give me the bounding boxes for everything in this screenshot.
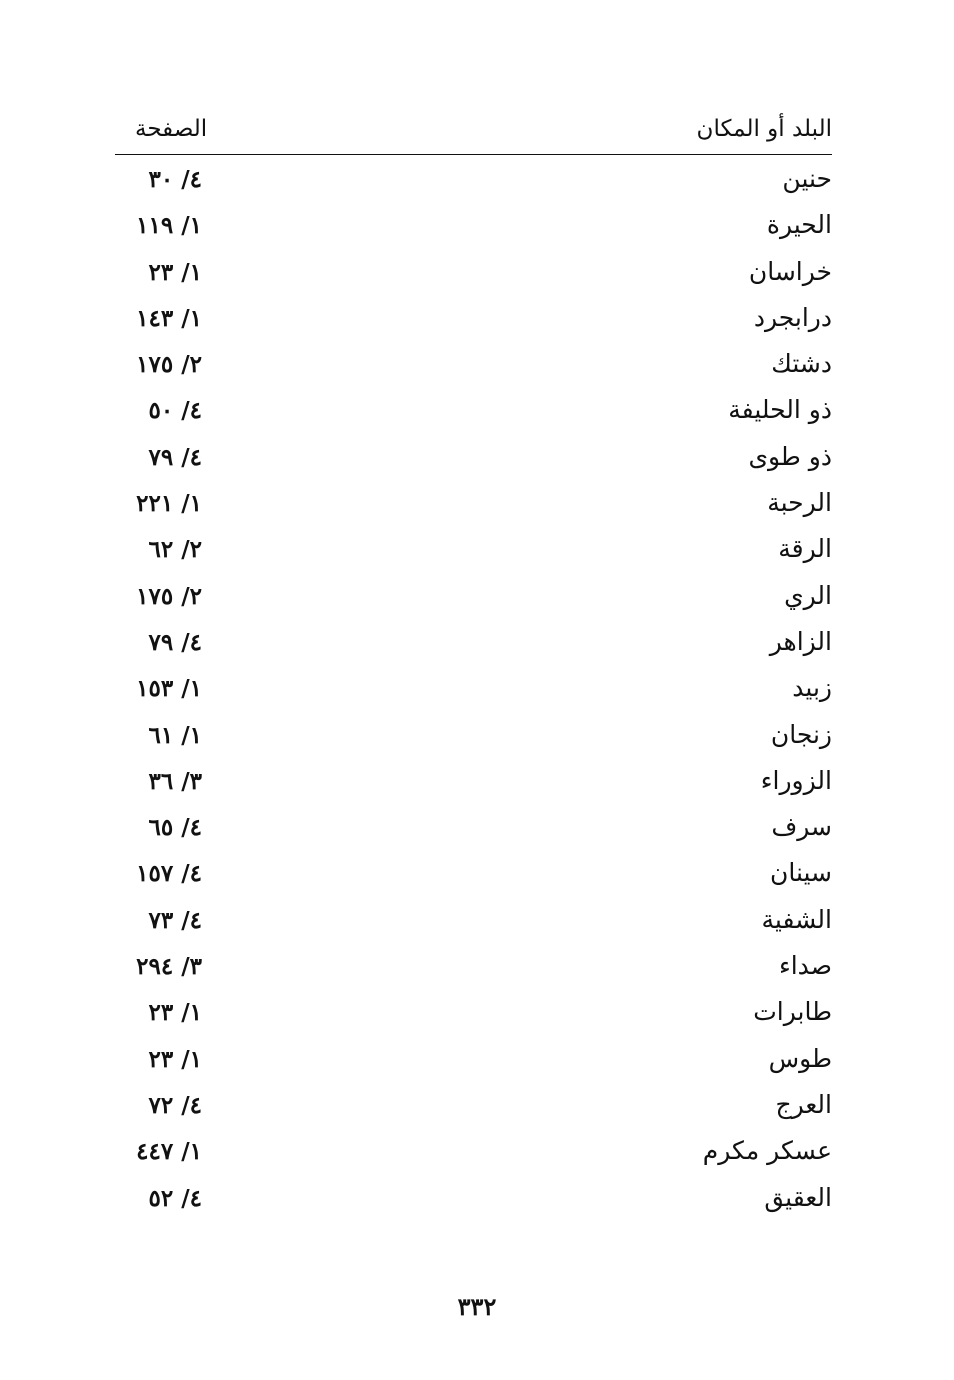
place-name: زبيد <box>792 673 832 703</box>
volume-page-reference: ١/ ٢٢١ <box>136 490 202 518</box>
place-name: طوس <box>768 1043 832 1073</box>
volume-page-reference: ٣/ ٢٩٤ <box>136 953 202 981</box>
volume-page-reference: ١/ ١٥٣ <box>136 675 202 703</box>
volume-page-reference: ١/ ١٤٣ <box>136 304 202 332</box>
index-entry <box>115 712 832 758</box>
place-name: ذو الحليفة <box>728 395 832 425</box>
place-name: سينان <box>769 858 832 888</box>
index-entry <box>115 1036 832 1082</box>
index-entry <box>115 758 832 804</box>
place-name: الزوراء <box>760 765 832 795</box>
volume-page-reference: ١/ ١١٩ <box>136 212 202 240</box>
place-name: درابجرد <box>753 302 832 332</box>
index-entry <box>115 202 832 248</box>
place-name: العرج <box>775 1089 832 1119</box>
place-name: الشفية <box>761 904 832 934</box>
volume-page-reference: ١/ ٢٣ <box>148 258 202 286</box>
index-entry <box>115 156 832 202</box>
index-entry <box>115 897 832 943</box>
place-name: الزاهر <box>769 626 832 656</box>
volume-page-reference: ٤/ ٦٥ <box>148 814 202 842</box>
index-entry <box>115 341 832 387</box>
place-name: ذو طوى <box>748 441 832 471</box>
index-entry <box>115 850 832 896</box>
volume-page-reference: ١/ ٤٤٧ <box>136 1138 202 1166</box>
index-entry <box>115 1128 832 1174</box>
index-entry <box>115 665 832 711</box>
volume-page-reference: ٤/ ٧٢ <box>148 1091 202 1119</box>
volume-page-reference: ٤/ ٧٣ <box>148 906 202 934</box>
place-name: سرف <box>771 812 832 842</box>
volume-page-reference: ١/ ٦١ <box>148 721 202 749</box>
index-entry <box>115 943 832 989</box>
index-entry <box>115 480 832 526</box>
place-name: العقيق <box>764 1182 832 1212</box>
index-entry <box>115 249 832 295</box>
volume-page-reference: ١/ ٢٣ <box>148 999 202 1027</box>
index-entry <box>115 1082 832 1128</box>
index-entry <box>115 295 832 341</box>
index-entry <box>115 804 832 850</box>
index-entry <box>115 573 832 619</box>
volume-page-reference: ٢/ ٦٢ <box>148 536 202 564</box>
volume-page-reference: ٤/ ٧٩ <box>148 443 202 471</box>
page-column-heading: الصفحة <box>135 116 208 142</box>
page-number: ٣٣٢ <box>457 1292 497 1321</box>
place-name: صداء <box>778 951 832 981</box>
place-name: دشتك <box>771 349 832 379</box>
index-entries-list <box>115 156 832 1221</box>
place-name: طابرات <box>753 997 832 1027</box>
place-name: حنين <box>782 164 832 193</box>
place-column-heading: البلد أو المكان <box>696 116 832 142</box>
place-name: خراسان <box>748 256 832 286</box>
place-name: زنجان <box>770 719 832 749</box>
volume-page-reference: ١/ ٢٣ <box>148 1045 202 1073</box>
place-name: الرقة <box>778 534 832 564</box>
volume-page-reference: ٤/ ١٥٧ <box>136 860 202 888</box>
volume-page-reference: ٤/ ٧٩ <box>148 628 202 656</box>
volume-page-reference: ٢/ ١٧٥ <box>136 351 202 379</box>
volume-page-reference: ٤/ ٥٢ <box>148 1184 202 1212</box>
index-table-header <box>115 112 832 155</box>
index-entry <box>115 434 832 480</box>
index-entry <box>115 989 832 1035</box>
index-entry <box>115 619 832 665</box>
place-name: الرحبة <box>767 488 832 518</box>
volume-page-reference: ٤/ ٥٠ <box>148 397 202 425</box>
volume-page-reference: ٤/ ٣٠ <box>148 166 202 193</box>
index-entry <box>115 387 832 433</box>
place-name: عسكر مكرم <box>702 1136 832 1166</box>
place-name: الحيرة <box>766 210 832 240</box>
index-entry <box>115 1175 832 1221</box>
volume-page-reference: ٣/ ٣٦ <box>148 767 202 795</box>
volume-page-reference: ٢/ ١٧٥ <box>136 582 202 610</box>
index-entry <box>115 526 832 572</box>
place-name: الري <box>784 580 832 610</box>
